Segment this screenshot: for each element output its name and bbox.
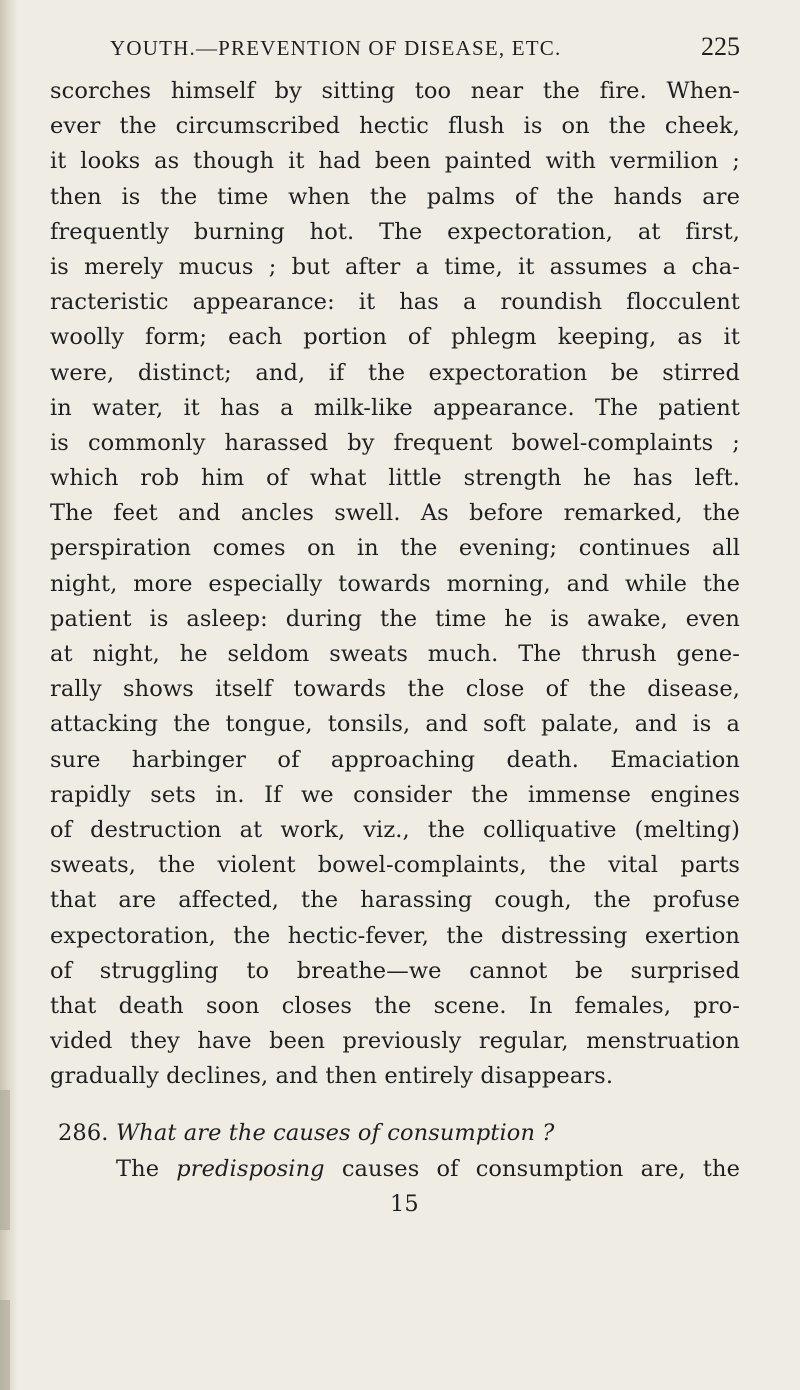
text-line: at night, he seldom sweats much. The thrush gene-: [50, 641, 740, 667]
text-line: were, distinct; and, if the expectoration be stirred: [50, 359, 740, 386]
text-line: frequently burning hot. The expectoration, at first,: [50, 218, 740, 245]
answer-start: The: [116, 1155, 177, 1182]
signature-mark: 15: [390, 1190, 419, 1217]
gutter-stain: [0, 1300, 10, 1390]
page-gutter-shadow: [0, 0, 18, 1390]
book-page: [50, 32, 740, 1222]
text-line: woolly form; each portion of phlegm keeping, as it: [50, 324, 740, 351]
text-line: scorches himself by sitting too near the fire. When-: [50, 78, 740, 104]
running-head-title: YOUTH.—PREVENTION OF DISEASE, ETC.: [110, 36, 562, 60]
body-text: [50, 74, 740, 1222]
text-line: of struggling to breathe—we cannot be surprised: [50, 957, 740, 984]
question-number: 286.: [58, 1120, 109, 1147]
text-line: is commonly harassed by frequent bowel-complaints ;: [50, 429, 740, 456]
text-line: that death soon closes the scene. In females, pro-: [50, 992, 740, 1019]
text-line: vided they have been previously regular, menstruation: [50, 1028, 740, 1055]
gutter-stain: [0, 1090, 10, 1230]
text-line: it looks as though it had been painted with vermilion ;: [50, 148, 740, 175]
text-line: sure harbinger of approaching death. Emaciation: [50, 746, 740, 773]
paragraph-gap: [50, 1094, 740, 1116]
text-line: which rob him of what little strength he has left.: [50, 465, 740, 492]
running-head: [50, 32, 740, 68]
question-line: [50, 1116, 740, 1151]
text-line: rapidly sets in. If we consider the immense engines: [50, 781, 740, 808]
page-number: 225: [701, 32, 740, 61]
text-line: of destruction at work, viz., the colliquative (melting): [50, 816, 740, 843]
text-line: in water, it has a milk-like appearance. The patient: [50, 394, 740, 421]
text-line: patient is asleep: during the time he is awake, even: [50, 605, 740, 632]
text-line: night, more especially towards morning, and while the: [50, 570, 740, 597]
text-line: gradually declines, and then entirely disappears.: [50, 1063, 614, 1090]
answer-italic-term: predisposing: [176, 1155, 325, 1182]
text-line: sweats, the violent bowel-complaints, the vital parts: [50, 852, 740, 879]
text-line: attacking the tongue, tonsils, and soft palate, and is a: [50, 711, 740, 738]
text-line: ever the circumscribed hectic flush is on the cheek,: [50, 113, 740, 140]
question-text: What are the causes of consumption ?: [116, 1120, 555, 1147]
text-line: then is the time when the palms of the hands are: [50, 183, 740, 210]
text-line: expectoration, the hectic-fever, the distressing exertion: [50, 922, 740, 949]
text-line: rally shows itself towards the close of the disease,: [50, 676, 740, 703]
text-line: racteristic appearance: it has a roundish flocculent: [50, 289, 740, 316]
text-line: perspiration comes on in the evening; continues all: [50, 535, 740, 562]
answer-rest: causes of consumption are, the: [324, 1155, 740, 1182]
text-line: The feet and ancles swell. As before remarked, the: [50, 500, 740, 527]
text-line: that are affected, the harassing cough, the profuse: [50, 887, 740, 914]
answer-line: [50, 1152, 740, 1187]
text-line: is merely mucus ; but after a time, it assumes a cha-: [50, 253, 740, 280]
